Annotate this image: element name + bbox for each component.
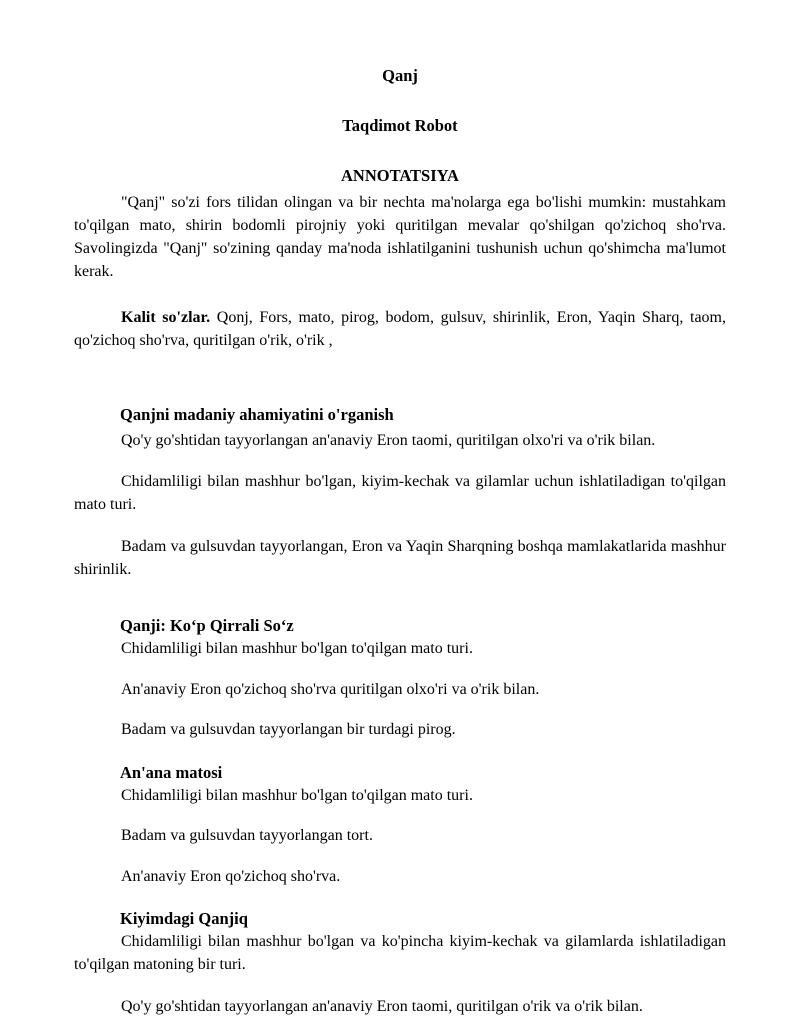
section-heading: An'ana matosi xyxy=(120,763,223,782)
section-heading: Qanji: Ko‘p Qirrali So‘z xyxy=(120,616,294,635)
section-paragraph: Chidamliligi bilan mashhur bo'lgan va ko'pincha kiyim-kechak va gilamlarda ishlatiladigan to'qilgan matoning bir turi. xyxy=(74,933,726,973)
section-paragraph: Qo'y go'shtidan tayyorlangan an'anaviy Eron taomi, quritilgan olxo'ri va o'rik bilan. xyxy=(121,432,656,449)
section-paragraph: Chidamliligi bilan mashhur bo'lgan to'qilgan mato turi. xyxy=(121,787,473,804)
keywords-label: Kalit so'zlar. xyxy=(121,309,211,326)
document-subtitle: Taqdimot Robot xyxy=(342,116,458,135)
annotation-heading: ANNOTATSIYA xyxy=(341,166,459,185)
section-paragraph: Chidamliligi bilan mashhur bo'lgan, kiyim-kechak va gilamlar uchun ishlatiladigan to'qilgan mato turi. xyxy=(74,473,726,513)
section-heading: Qanjni madaniy ahamiyatini o'rganish xyxy=(120,405,394,424)
document-title: Qanj xyxy=(382,66,418,85)
section-paragraph: Badam va gulsuvdan tayyorlangan, Eron va Yaqin Sharqning boshqa mamlakatlarida mashhur shirinlik. xyxy=(74,538,726,578)
section-paragraph: Chidamliligi bilan mashhur bo'lgan to'qilgan mato turi. xyxy=(121,640,473,657)
annotation-paragraph: "Qanj" so'zi fors tilidan olingan va bir nechta ma'nolarga ega bo'lishi mumkin: mustahkam to'qilgan mato, shirin bodomli pirojniy yoki quritilgan mevalar qo'shilgan qo'zichoq sho'rva. Savolingizda "Qanj" so'zining qanday ma'noda ishlatilganini tushunish uchun qo'shimcha ma'lumot kerak. xyxy=(74,194,726,280)
section-paragraph: An'anaviy Eron qo'zichoq sho'rva quritilgan olxo'ri va o'rik bilan. xyxy=(121,681,540,698)
section-paragraph: Qo'y go'shtidan tayyorlangan an'anaviy Eron taomi, quritilgan o'rik va o'rik bilan. xyxy=(121,998,643,1015)
section-paragraph: Badam va gulsuvdan tayyorlangan tort. xyxy=(121,827,373,844)
keywords-text: Qonj, Fors, mato, pirog, bodom, gulsuv, shirinlik, Eron, Yaqin Sharq, taom, qo'zichoq sho'rva, quritilgan o'rik, o'rik , xyxy=(74,309,727,349)
section-paragraph: An'anaviy Eron qo'zichoq sho'rva. xyxy=(121,868,341,885)
section-heading: Kiyimdagi Qanjiq xyxy=(120,909,248,928)
section-paragraph: Badam va gulsuvdan tayyorlangan bir turdagi pirog. xyxy=(121,721,456,738)
keywords-paragraph xyxy=(74,306,726,352)
